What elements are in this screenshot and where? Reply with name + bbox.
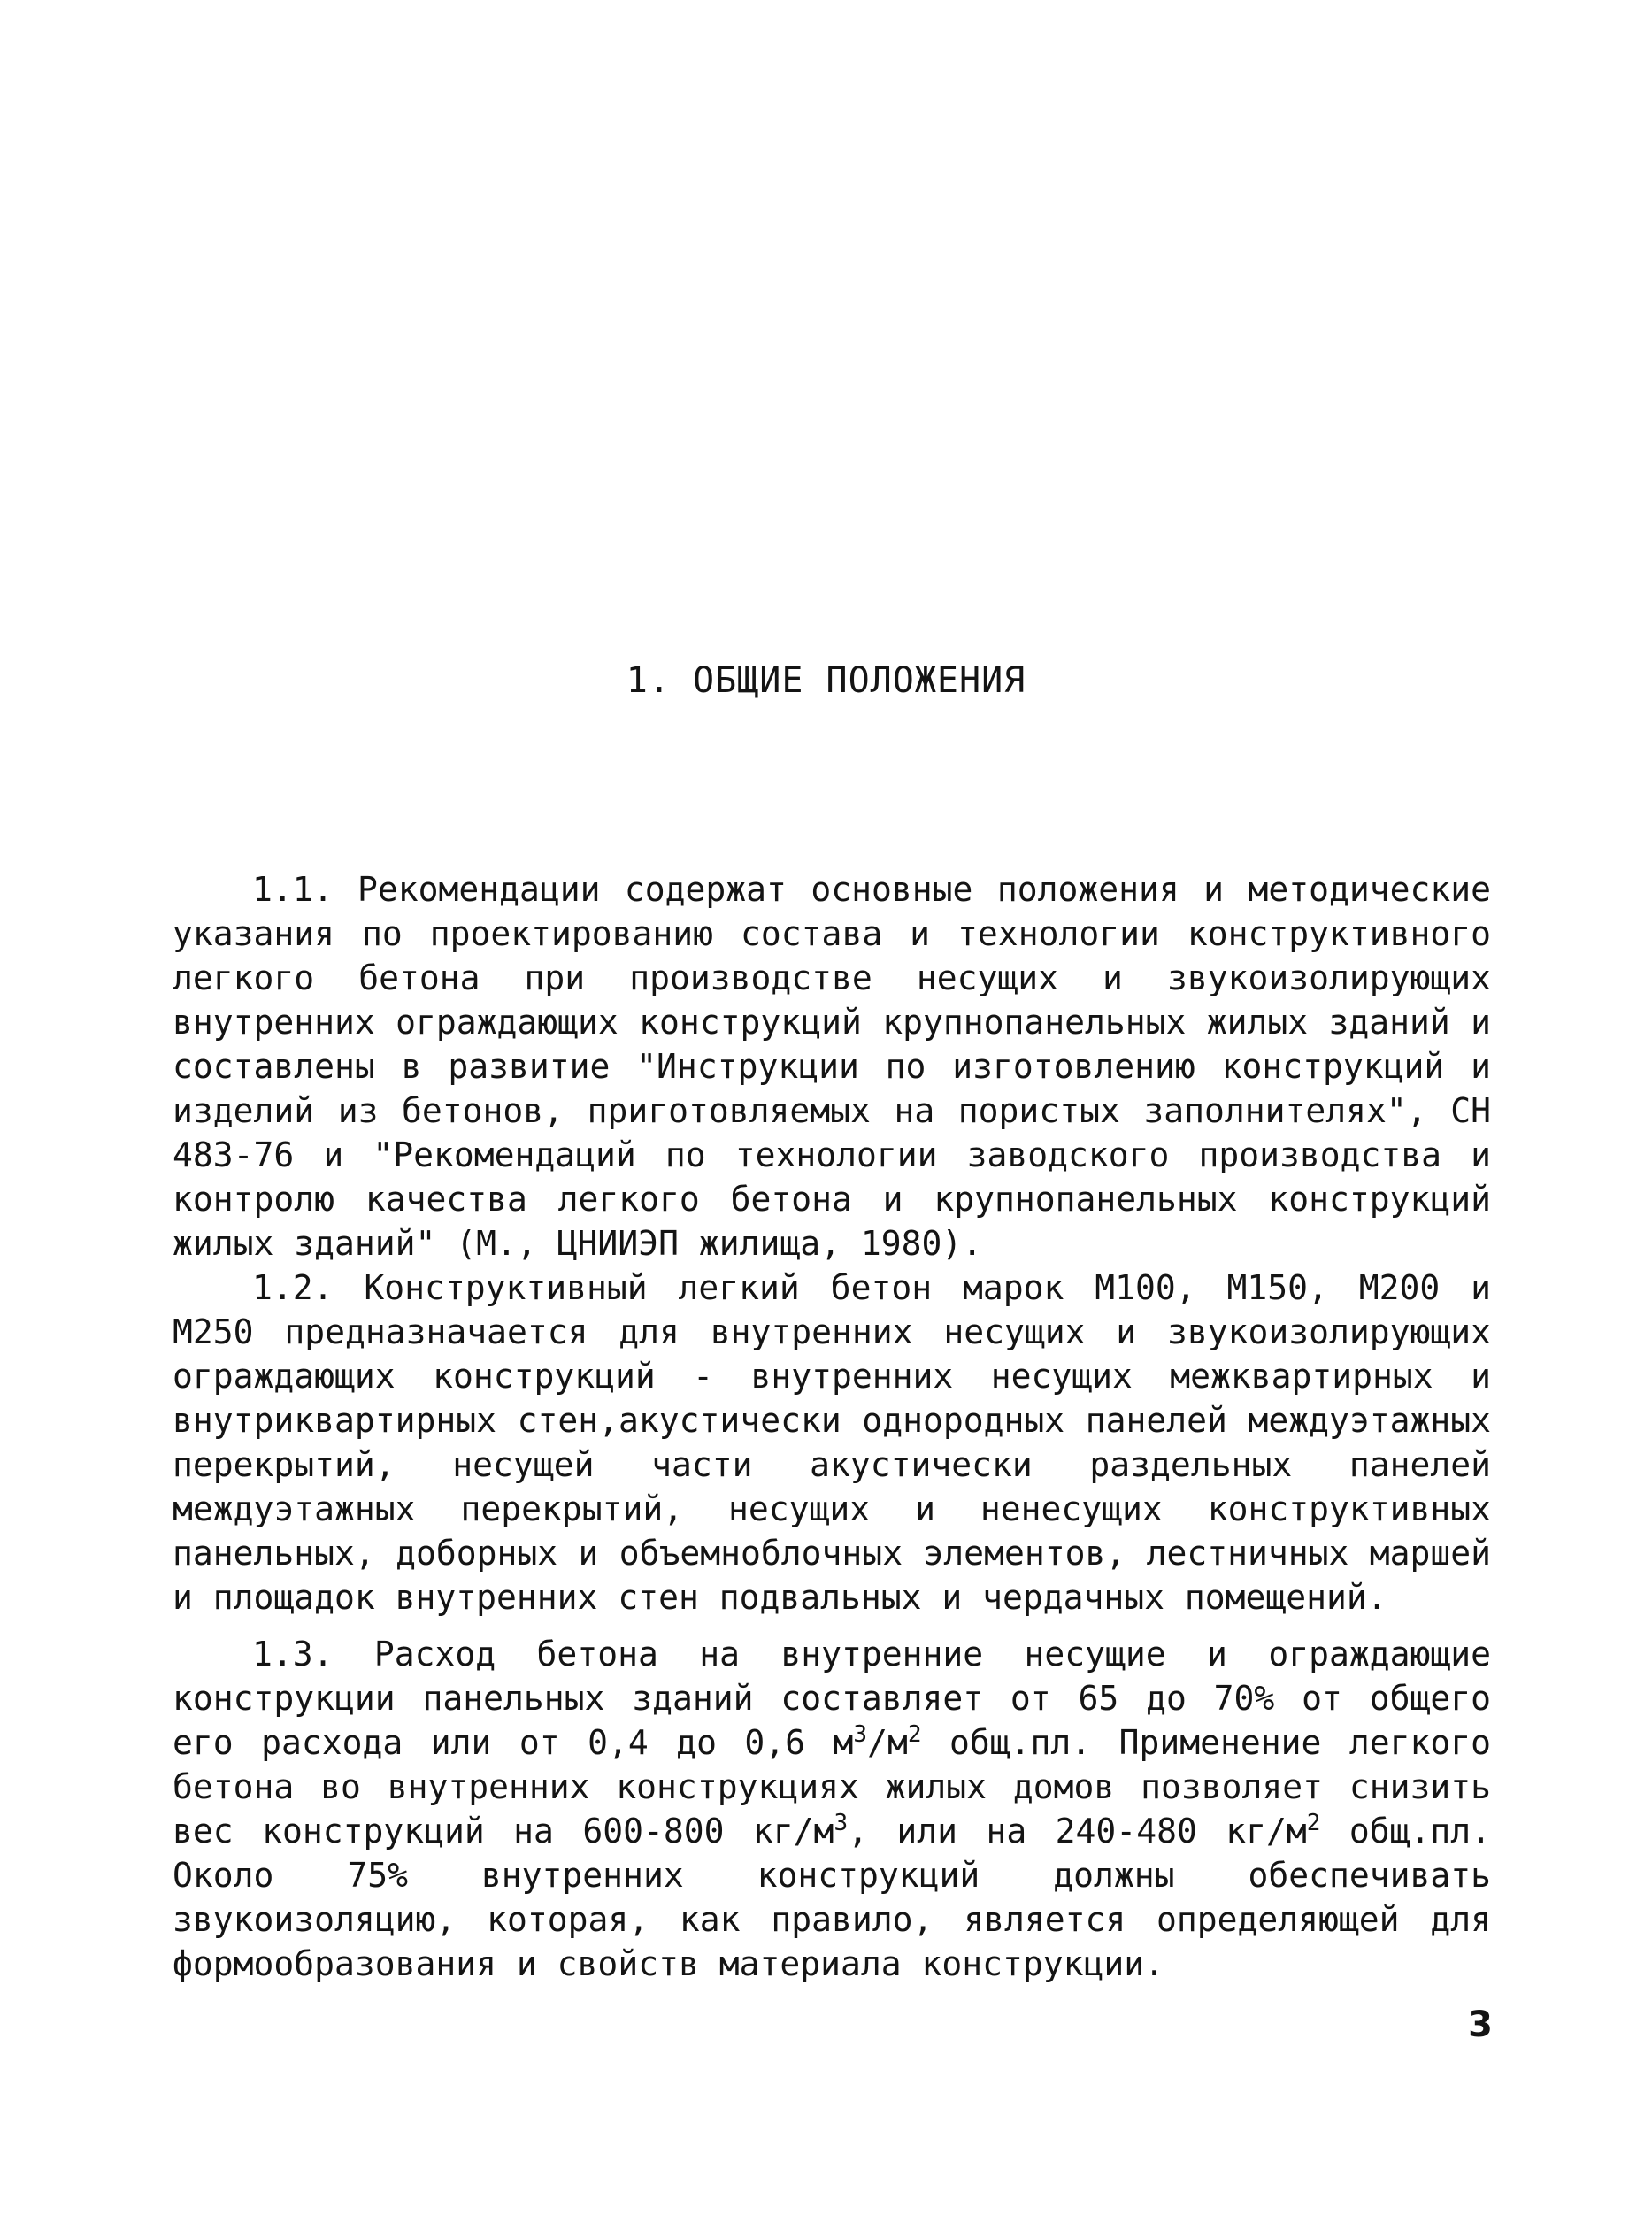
paragraph-1-3-text: /м bbox=[867, 1723, 908, 1762]
paragraph-1-3-text: общ.пл. Около 75% внутренних конструкций должны обеспечивать звукоизоляцию, которая, как правило, является определяющей для формообразования и свойств материала конструкции. bbox=[173, 1812, 1492, 1983]
paragraph-1-3-text: общ.пл. Применение легкого бетона во внутренних конструкциях жилых домов позволяет снизить вес конструкций на 600-800 кг/м bbox=[173, 1723, 1491, 1851]
superscript-square: 2 bbox=[1306, 1810, 1321, 1836]
paragraph-1-1: 1.1. Рекомендации содержат основные положения и методические указания по проектированию состава и технологии конструктивного легкого бетона при производстве несущих и звукоизолирующих внутренних ограждающих конструкций крупнопанельных жилых зданий и составлены в развитие "Инструкции по изготовлению конструкций и изделий из бетонов, приготовляемых на пористых заполнителях", СН 483-76 и "Рекомендаций по технологии заводского производства и контролю качества легкого бетона и крупнопанельных конструкций жилых зданий" (М., ЦНИИЭП жилища, 1980). bbox=[173, 870, 1491, 1263]
section-title: 1. ОБЩИЕ ПОЛОЖЕНИЯ bbox=[626, 660, 1026, 701]
superscript-cubic: 3 bbox=[853, 1721, 868, 1748]
paragraph-1-3 bbox=[173, 1632, 1491, 1986]
superscript-cubic: 3 bbox=[834, 1810, 849, 1836]
page-number: 3 bbox=[1468, 2004, 1493, 2045]
body-text bbox=[173, 867, 1491, 1986]
paragraph-1-3-text: 1.3. Расход бетона на внутренние несущие и ограждающие конструкции панельных зданий составляет от 65 до 70% от общего его расхода или от 0,4 до 0,6 м bbox=[173, 1635, 1491, 1762]
superscript-square: 2 bbox=[907, 1721, 922, 1748]
paragraph-1-3-text: , или на 240-480 кг/м bbox=[848, 1812, 1307, 1851]
paragraph-1-2: 1.2. Конструктивный легкий бетон марок М100, М150, М200 и М250 предназначается для внутренних несущих и звукоизолирующих ограждающих конструкций - внутренних несущих межквартирных и внутриквартирных стен,акустически однородных панелей междуэтажных перекрытий, несущей части акустически раздельных панелей междуэтажных перекрытий, несущих и ненесущих конструктивных панельных, доборных и объемноблочных элементов, лестничных маршей и площадок внутренних стен подвальных и чердачных помещений. bbox=[173, 1268, 1491, 1617]
